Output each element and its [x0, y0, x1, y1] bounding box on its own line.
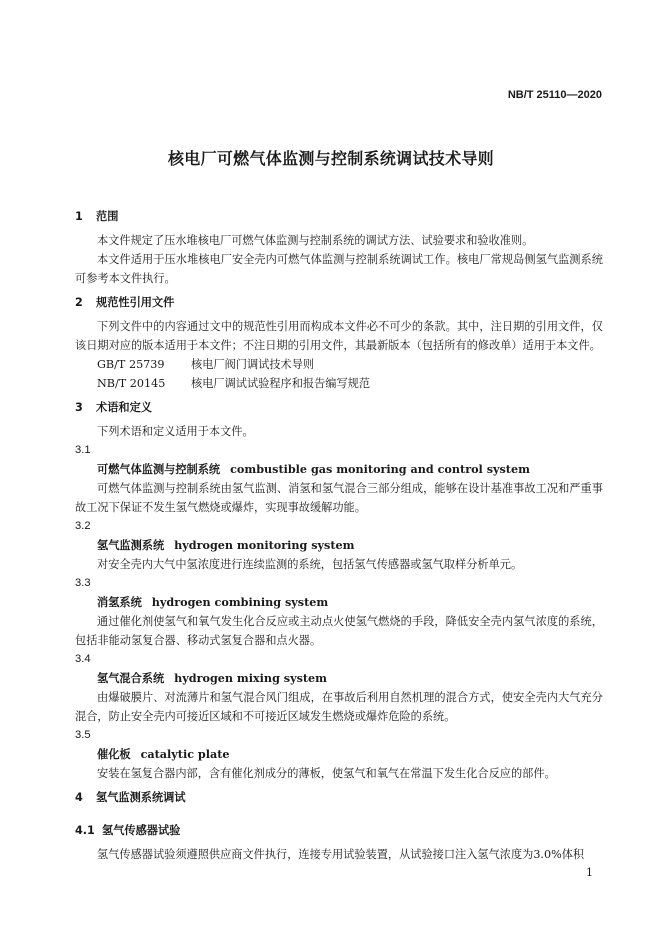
term-name-zh: 氢气混合系统: [97, 672, 165, 685]
term-number: 3.5: [75, 729, 91, 741]
term-name-en: combustible gas monitoring and control system: [230, 462, 530, 476]
term-name-zh: 催化板: [97, 748, 131, 761]
term-name-zh: 消氢系统: [97, 596, 142, 609]
reference-item: [75, 355, 603, 374]
term-name-en: hydrogen combining system: [151, 595, 329, 609]
term-name-zh: 氢气监测系统: [97, 539, 165, 552]
reference-code: GB/T 25739: [97, 358, 165, 371]
section-heading: [75, 398, 603, 417]
term-heading: [75, 745, 603, 764]
term-name-en: catalytic plate: [140, 747, 230, 761]
section-heading: [75, 788, 603, 807]
section-2: [75, 293, 603, 393]
term-name-zh: 可燃气体监测与控制系统: [97, 463, 221, 476]
term-definition: 安装在氢复合器内部，含有催化剂成分的薄板，使氢气和氧气在常温下发生化合反应的部件。: [97, 767, 556, 780]
section-number: 2: [75, 296, 83, 309]
term-number: 3.3: [75, 577, 91, 589]
term-name-en: hydrogen mixing system: [174, 671, 328, 685]
section-title: 术语和定义: [96, 401, 152, 414]
document-title: 核电厂可燃气体监测与控制系统调试技术导则: [167, 149, 494, 168]
section-1: [75, 207, 603, 288]
subsection-number: 4.1: [75, 824, 95, 837]
term-number: 3.4: [75, 653, 91, 665]
section-4: [75, 788, 603, 864]
term-definition: 可燃气体监测与控制系统由氢气监测、消氢和氢气混合三部分组成，能够在设计基准事故工况和严重事故工况下保证不发生氢气燃烧或爆炸，实现事故缓解功能。: [75, 482, 603, 514]
section-number: 4: [75, 791, 83, 804]
term-name-en: hydrogen monitoring system: [174, 538, 355, 552]
term-heading: [75, 593, 603, 612]
paragraph: 本文件规定了压水堆核电厂可燃气体监测与控制系统的调试方法、试验要求和验收准则。: [97, 234, 534, 247]
standard-number: NB/T 25110—2020: [507, 89, 602, 101]
section-heading: [75, 293, 603, 312]
term-heading: [75, 669, 603, 688]
term-number: 3.1: [75, 444, 91, 456]
term-number: 3.2: [75, 520, 91, 532]
page-number: 1: [586, 866, 593, 879]
reference-item: [75, 374, 603, 393]
paragraph: 氢气传感器试验须遵照供应商文件执行，连接专用试验装置，从试验接口注入氢气浓度为3.0%体积: [97, 848, 585, 861]
section-title: 范围: [96, 210, 119, 223]
section-title: 规范性引用文件: [96, 296, 175, 309]
term-definition: 由爆破膜片、对流薄片和氢气混合风门组成，在事故后利用自然机理的混合方式，使安全壳内大气充分混合，防止安全壳内可接近区域和不可接近区域发生燃烧或爆炸危险的系统。: [75, 691, 603, 723]
paragraph: 下列文件中的内容通过文中的规范性引用而构成本文件必不可少的条款。其中，注日期的引用文件，仅该日期对应的版本适用于本文件；不注日期的引用文件，其最新版本（包括所有的修改单）适用于本文件。: [75, 320, 603, 352]
section-3: [75, 398, 603, 783]
section-heading: [75, 207, 603, 226]
term-heading: [75, 536, 603, 555]
subsection-heading: [75, 821, 603, 840]
reference-title: 核电厂阀门调试技术导则: [191, 358, 315, 371]
document-body: [75, 207, 603, 864]
section-number: 1: [75, 210, 83, 223]
paragraph: 本文件适用于压水堆核电厂安全壳内可燃气体监测与控制系统调试工作。核电厂常规岛侧氢气监测系统可参考本文件执行。: [75, 253, 603, 285]
term-definition: 通过催化剂使氢气和氧气发生化合反应或主动点火使氢气燃烧的手段，降低安全壳内氢气浓度的系统，包括非能动氢复合器、移动式氢复合器和点火器。: [75, 615, 603, 647]
section-title: 氢气监测系统调试: [96, 791, 186, 804]
reference-title: 核电厂调试试验程序和报告编写规范: [191, 377, 371, 390]
term-definition: 对安全壳内大气中氢浓度进行连续监测的系统，包括氢气传感器或氢气取样分析单元。: [97, 558, 523, 571]
section-number: 3: [75, 401, 83, 414]
paragraph: 下列术语和定义适用于本文件。: [97, 425, 254, 438]
reference-code: NB/T 20145: [97, 377, 166, 390]
subsection-title: 氢气传感器试验: [102, 824, 181, 837]
term-heading: [75, 460, 603, 479]
